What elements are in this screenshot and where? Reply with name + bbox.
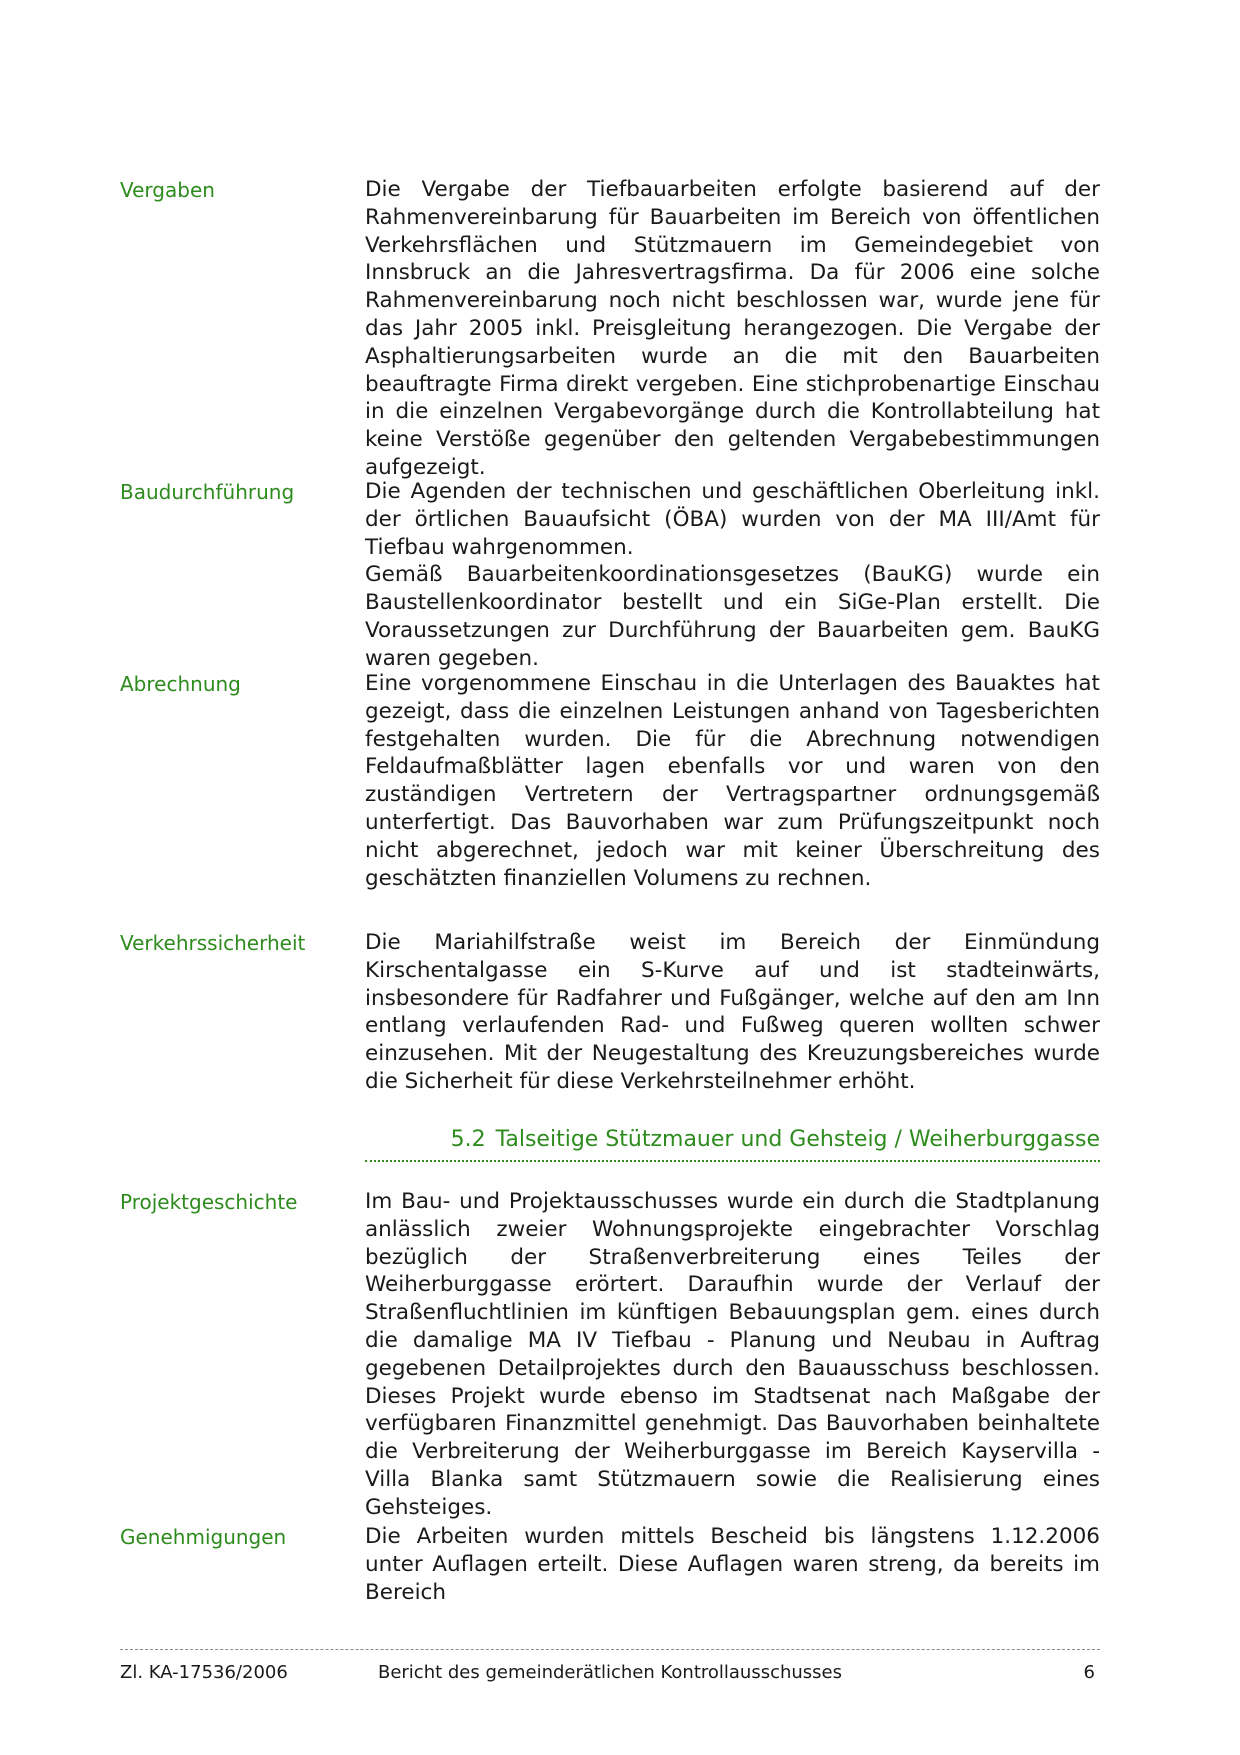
footer-divider bbox=[120, 1649, 1100, 1650]
margin-label: Abrechnung bbox=[120, 672, 241, 696]
page-number: 6 bbox=[1083, 1662, 1095, 1683]
section-text bbox=[365, 176, 1100, 482]
heading-title: Talseitige Stützmauer und Gehsteig / Weiherburggasse bbox=[495, 1127, 1100, 1152]
paragraph: Die Mariahilfstraße weist im Bereich der Einmündung Kirschentalgasse ein S-Kurve auf und ist stadteinwärts, insbesondere für Radfahrer und Fußgänger, welche auf den am Inn entlang verlaufenden Rad- und Fußweg queren wollten schwer einzusehen. Mit der Neugestaltung des Kreuzungsbereiches wurde die Sicherheit für diese Verkehrsteilnehmer erhöht. bbox=[365, 930, 1100, 1094]
paragraph: Im Bau- und Projektausschusses wurde ein durch die Stadtplanung anlässlich zweier Wohnungsprojekte eingebrachter Vorschlag bezüglich der Straßenverbreiterung eines Teiles der Weiherburggasse erörtert. Daraufhin wurde der Verlauf der Straßenfluchtlinien im künftigen Bebauungsplan gem. eines durch die damalige MA IV Tiefbau - Planung und Neubau in Auftrag gegebenen Detailprojektes durch den Bauausschuss beschlossen. Dieses Projekt wurde ebenso im Stadtsenat nach Maßgabe der verfügbaren Finanzmittel genehmigt. Das Bauvorhaben beinhaltete die Verbreiterung der Weiherburggasse im Bereich Kayservilla - Villa Blanka samt Stützmauern sowie die Realisierung eines Gehsteiges. bbox=[365, 1189, 1100, 1520]
section-text bbox=[365, 1523, 1100, 1606]
paragraph: Die Agenden der technischen und geschäftlichen Oberleitung inkl. der örtlichen Bauaufsicht (ÖBA) wurden von der MA III/Amt für Tiefbau wahrgenommen. bbox=[365, 479, 1100, 560]
heading-number: 5.2 bbox=[450, 1127, 486, 1152]
section-heading bbox=[365, 1125, 1100, 1162]
margin-label: Verkehrssicherheit bbox=[120, 931, 306, 955]
margin-label: Baudurchführung bbox=[120, 480, 295, 504]
footer-title: Bericht des gemeinderätlichen Kontrollausschusses bbox=[377, 1662, 843, 1683]
margin-label: Projektgeschichte bbox=[120, 1190, 298, 1214]
paragraph: Gemäß Bauarbeitenkoordinationsgesetzes (BauKG) wurde ein Baustellenkoordinator bestellt und ein SiGe-Plan erstellt. Die Voraussetzungen zur Durchführung der Bauarbeiten gem. BauKG waren gegeben. bbox=[365, 562, 1100, 671]
paragraph: Die Vergabe der Tiefbauarbeiten erfolgte basierend auf der Rahmenvereinbarung für Bauarbeiten im Bereich von öffentlichen Verkehrsflächen und Stützmauern im Gemeindegebiet von Innsbruck an die Jahresvertragsfirma. Da für 2006 eine solche Rahmenvereinbarung noch nicht beschlossen war, wurde jene für das Jahr 2005 inkl. Preisgleitung herangezogen. Die Vergabe der Asphaltierungsarbeiten wurde an die mit den Bauarbeiten beauftragte Firma direkt vergeben. Eine stichprobenartige Einschau in die einzelnen Vergabevorgänge durch die Kontrollabteilung hat keine Verstöße gegenüber den geltenden Vergabebestimmungen aufgezeigt. bbox=[365, 177, 1100, 480]
section-text bbox=[365, 670, 1100, 892]
margin-label: Genehmigungen bbox=[120, 1525, 287, 1549]
paragraph: Eine vorgenommene Einschau in die Unterlagen des Bauaktes hat gezeigt, dass die einzelnen Leistungen anhand von Tagesberichten festgehalten wurden. Die für die Abrechnung notwendigen Feldaufmaßblätter lagen ebenfalls vor und waren von den zuständigen Vertretern der Vertragspartner ordnungsgemäß unterfertigt. Das Bauvorhaben war zum Prüfungszeitpunkt noch nicht abgerechnet, jedoch war mit keiner Überschreitung des geschätzten finanziellen Volumens zu rechnen. bbox=[365, 671, 1100, 891]
section-text bbox=[365, 929, 1100, 1096]
section-text bbox=[365, 1188, 1100, 1522]
section-text bbox=[365, 478, 1100, 673]
footer-reference: Zl. KA-17536/2006 bbox=[120, 1662, 288, 1683]
margin-label: Vergaben bbox=[120, 178, 215, 202]
paragraph: Die Arbeiten wurden mittels Bescheid bis längstens 1.12.2006 unter Auflagen erteilt. Diese Auflagen waren streng, da bereits im Bereich bbox=[365, 1524, 1100, 1605]
